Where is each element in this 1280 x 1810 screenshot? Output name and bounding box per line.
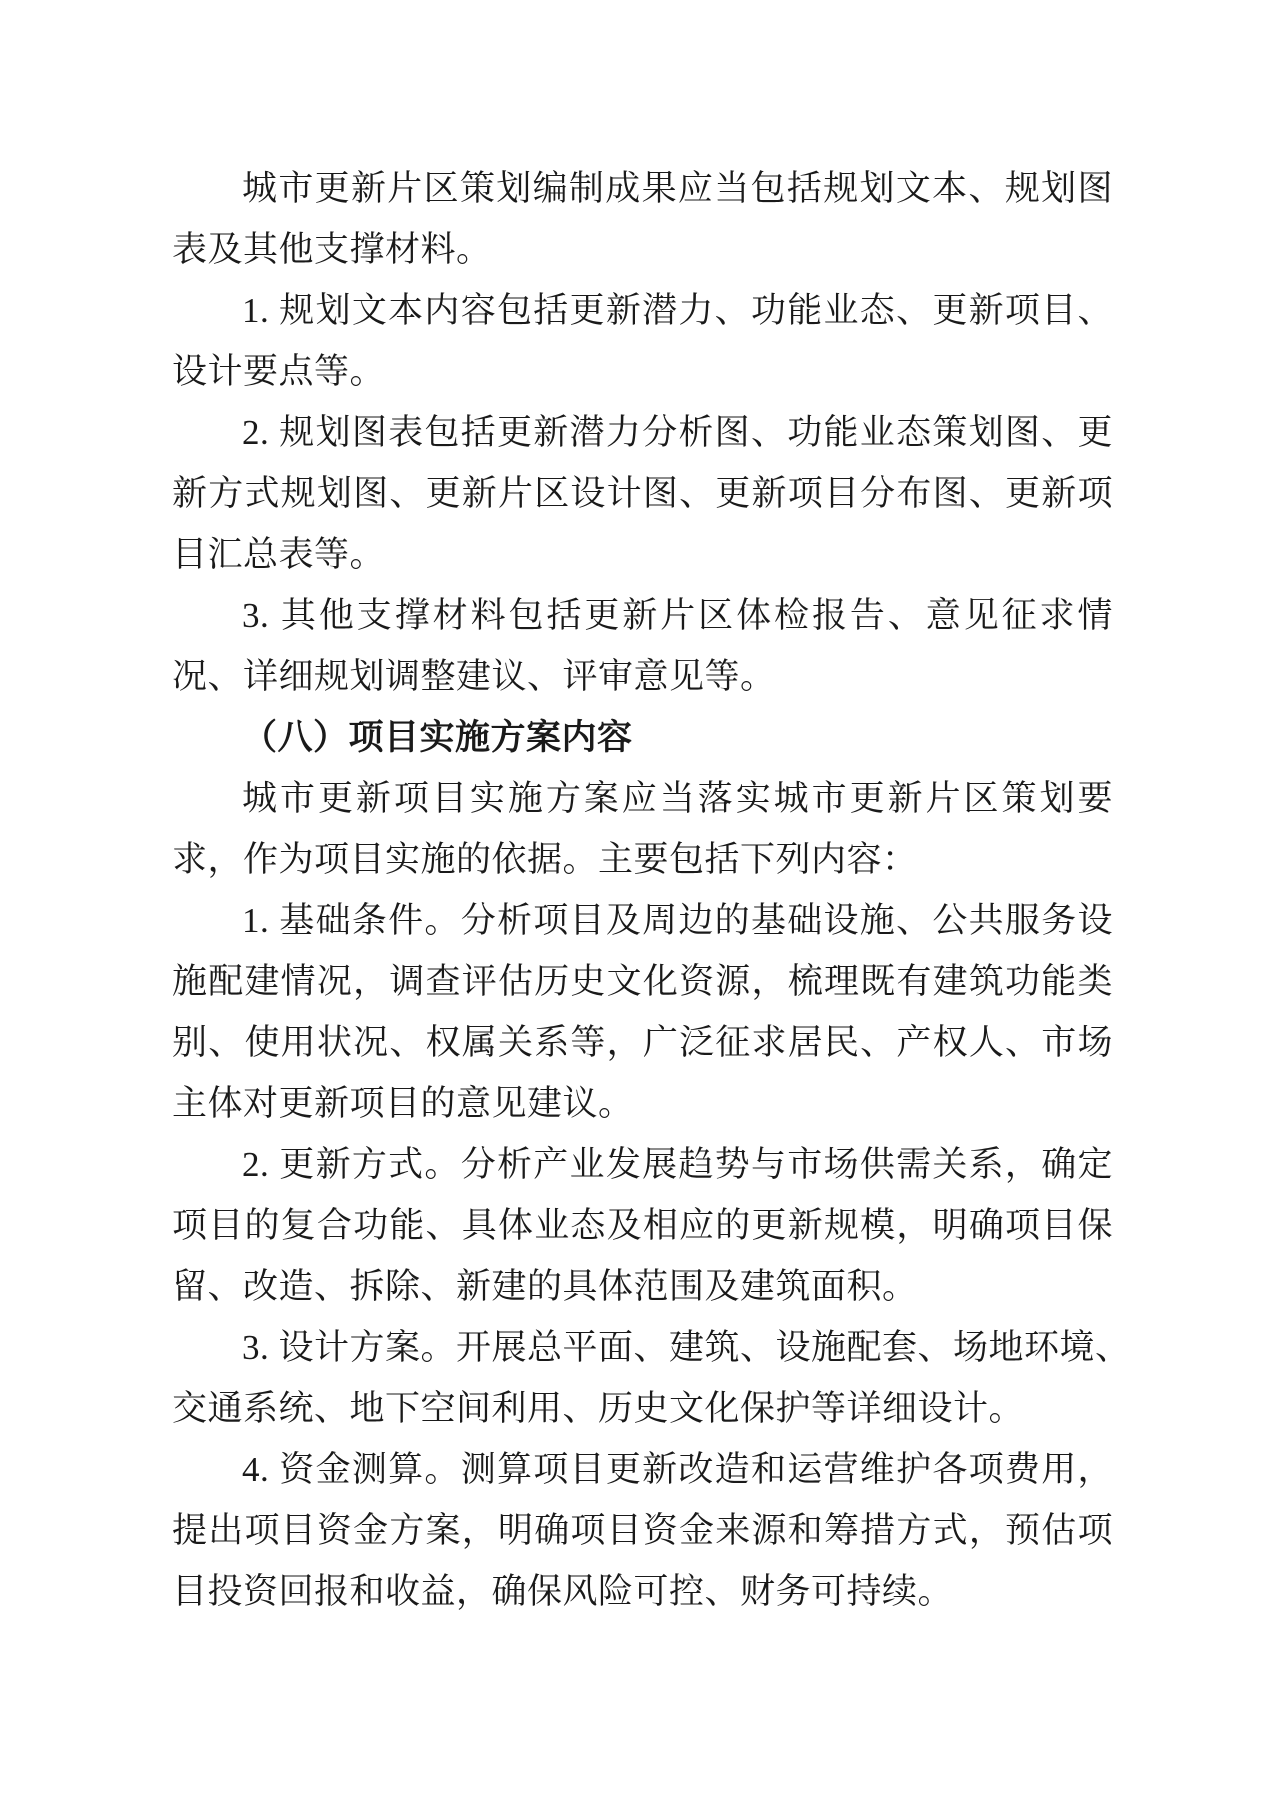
text-line-numbered-1: 1. 规划文本内容包括更新潜力、功能业态、更新项目、 <box>242 291 1113 330</box>
text-line: 目投资回报和收益，确保风险可控、财务可持续。 <box>172 1572 954 1611</box>
text-line-numbered-3: 3. 设计方案。开展总平面、建筑、设施配套、场地环境、 <box>242 1328 1131 1367</box>
text-line: 留、改造、拆除、新建的具体范围及建筑面积。 <box>172 1267 918 1306</box>
text-line: 新方式规划图、更新片区设计图、更新项目分布图、更新项 <box>172 474 1113 513</box>
text-line: 主体对更新项目的意见建议。 <box>172 1084 634 1123</box>
text-line: 交通系统、地下空间利用、历史文化保护等详细设计。 <box>172 1389 1025 1428</box>
text-line: 求，作为项目实施的依据。主要包括下列内容： <box>172 840 918 879</box>
text-line: 项目的复合功能、具体业态及相应的更新规模，明确项目保 <box>172 1206 1113 1245</box>
text-line-numbered-1: 1. 基础条件。分析项目及周边的基础设施、公共服务设 <box>242 901 1113 940</box>
text-line: 设计要点等。 <box>172 352 386 391</box>
text-line-numbered-3: 3. 其他支撑材料包括更新片区体检报告、意见征求情 <box>242 596 1113 635</box>
text-line: 施配建情况，调查评估历史文化资源，梳理既有建筑功能类 <box>172 962 1113 1001</box>
text-line-numbered-4: 4. 资金测算。测算项目更新改造和运营维护各项费用， <box>242 1450 1113 1489</box>
text-line: 城市更新项目实施方案应当落实城市更新片区策划要 <box>242 779 1113 818</box>
text-line-numbered-2: 2. 规划图表包括更新潜力分析图、功能业态策划图、更 <box>242 413 1113 452</box>
text-line: 目汇总表等。 <box>172 535 386 574</box>
text-line: 况、详细规划调整建议、评审意见等。 <box>172 657 776 696</box>
text-line-numbered-2: 2. 更新方式。分析产业发展趋势与市场供需关系，确定 <box>242 1145 1113 1184</box>
text-line: 提出项目资金方案，明确项目资金来源和筹措方式，预估项 <box>172 1511 1113 1550</box>
text-line: 城市更新片区策划编制成果应当包括规划文本、规划图 <box>242 169 1113 208</box>
text-line: 别、使用状况、权属关系等，广泛征求居民、产权人、市场 <box>172 1023 1113 1062</box>
text-line: 表及其他支撑材料。 <box>172 230 492 269</box>
section-heading: （八）项目实施方案内容 <box>242 718 633 757</box>
